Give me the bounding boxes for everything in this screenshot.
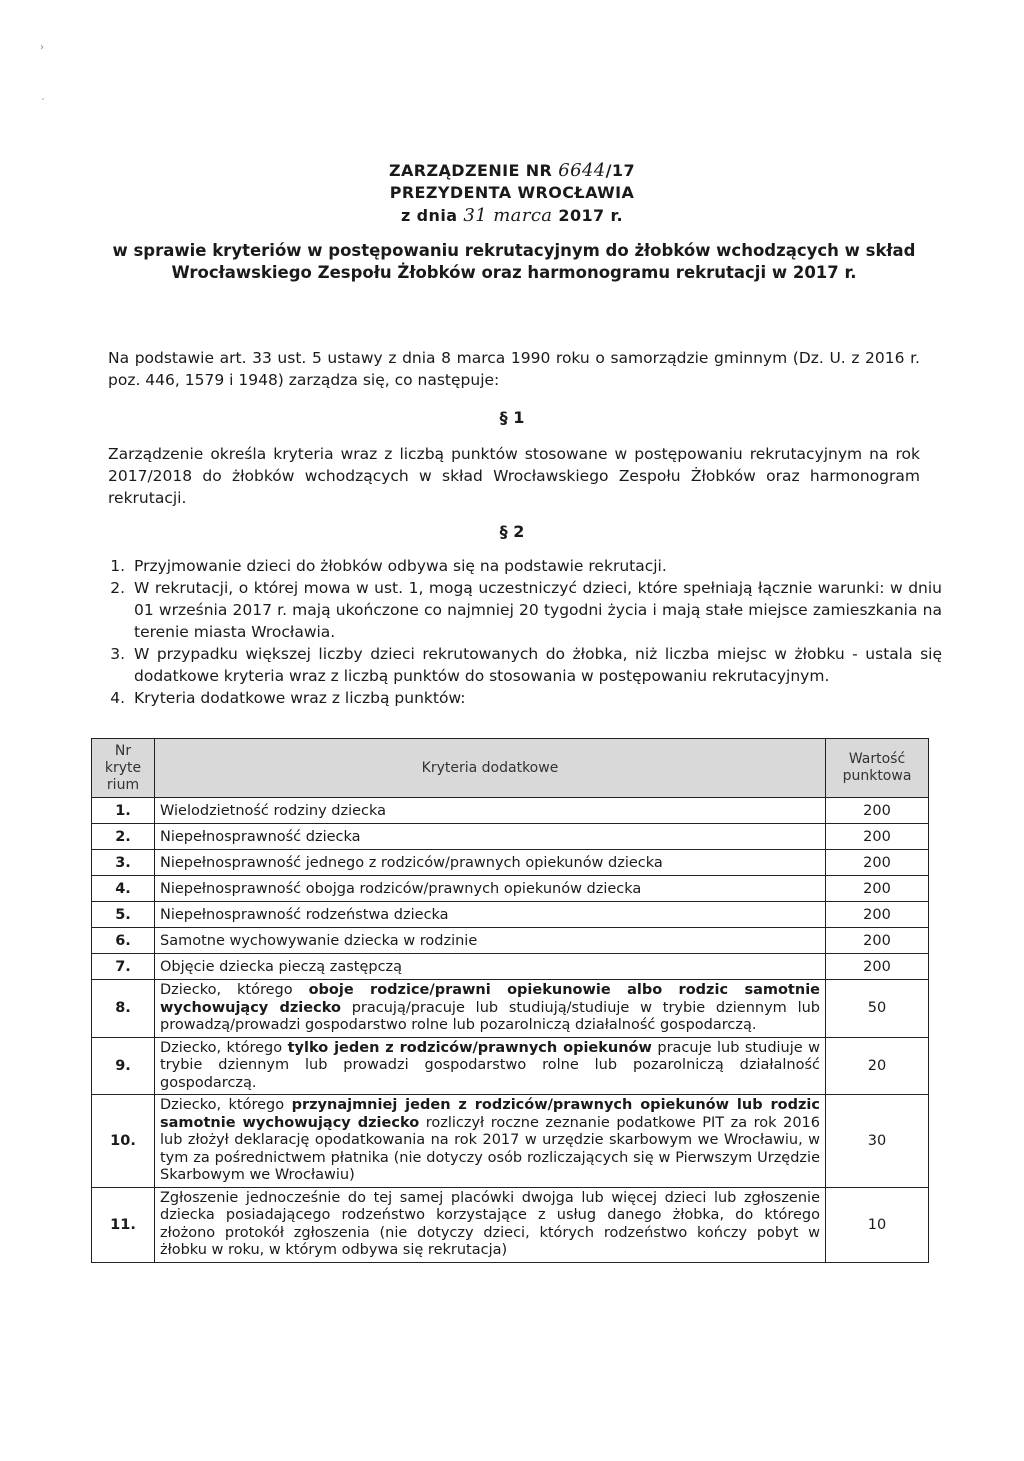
criterion-number: 1. <box>92 798 155 824</box>
criterion-number: 8. <box>92 980 155 1038</box>
table-row <box>92 902 929 928</box>
header-criteria: Kryteria dodatkowe <box>155 739 826 798</box>
section-1-title: § 1 <box>499 408 525 427</box>
table-row <box>92 1095 929 1188</box>
table-row <box>92 980 929 1038</box>
criterion-points: 200 <box>826 876 929 902</box>
criterion-points: 200 <box>826 824 929 850</box>
criterion-text: Wielodzietność rodziny dziecka <box>160 802 387 819</box>
criterion-text: rozliczył roczne zeznanie podatkowe PIT za rok 2016 lub złożył deklarację opodatkowania na rok 2017 w urzędzie skarbowym we Wrocławiu, w tym za pośrednictwem płatnika (nie dotyczy osób rozliczających się w Pierwszym Urzędzie Skarbowym we Wrocławiu) <box>160 1114 820 1183</box>
criterion-text: Dziecko, którego <box>160 1039 288 1056</box>
criterion-points: 200 <box>826 954 929 980</box>
criterion-text: Niepełnosprawność jednego z rodziców/prawnych opiekunów dziecka <box>160 854 663 871</box>
list-item: 3. W przypadku większej liczby dzieci rekrutowanych do żłobka, niż liczba miejsc w żłobku - ustala się dodatkowe kryteria wraz z liczbą punktów do stosowania w postępowaniu rekrutacyjnym. <box>130 643 942 687</box>
criterion-text: Dziecko, którego <box>160 1097 292 1113</box>
criterion-points: 10 <box>826 1187 929 1262</box>
table-row <box>92 928 929 954</box>
criterion-number: 10. <box>92 1095 155 1188</box>
header-point-value: Wartość punktowa <box>826 739 929 798</box>
table-row <box>92 850 929 876</box>
table-header-row <box>92 739 929 798</box>
criterion-text: Samotne wychowywanie dziecka w rodzinie <box>160 932 478 949</box>
ordinance-date: z dnia 31 marca 2017 r. <box>401 205 623 226</box>
criterion-description <box>155 1187 826 1262</box>
list-item: 1. Przyjmowanie dzieci do żłobków odbywa się na podstawie rekrutacji. <box>130 555 942 577</box>
criterion-number: 11. <box>92 1187 155 1262</box>
criterion-number: 4. <box>92 876 155 902</box>
handwritten-date: 31 marca <box>463 205 553 226</box>
scan-speck: ˊ <box>40 98 45 109</box>
criterion-text: Niepełnosprawność dziecka <box>160 828 361 845</box>
criterion-text: Niepełnosprawność obojga rodziców/prawnych opiekunów dziecka <box>160 880 642 897</box>
criterion-description <box>155 980 826 1038</box>
criterion-description <box>155 876 826 902</box>
criterion-text: Zgłoszenie jednocześnie do tej samej placówki dwojga lub więcej dzieci lub zgłoszenie dziecka posiadającego rodzeństwo korzystające z usług danego żłobka, do którego złożono protokół zgłoszenia (nie dotyczy dzieci, których rodzeństwo kończy pobyt w żłobku w roku, w którym odbywa się rekrutacja) <box>160 1189 820 1258</box>
list-item: 2. W rekrutacji, o której mowa w ust. 1, mogą uczestniczyć dzieci, które spełniają łącznie warunki: w dniu 01 września 2017 r. mają ukończone co najmniej 20 tygodni życia i mają stałe miejsce zamieszkania na terenie miasta Wrocławia. <box>130 577 942 643</box>
criterion-description <box>155 824 826 850</box>
criterion-number: 3. <box>92 850 155 876</box>
criteria-table <box>91 738 929 1263</box>
criterion-description <box>155 928 826 954</box>
criterion-number: 2. <box>92 824 155 850</box>
ordinance-number: ZARZĄDZENIE NR 6644/17 <box>389 160 635 181</box>
criterion-description <box>155 798 826 824</box>
criterion-emphasis: tylko jeden z rodziców/prawnych opiekunów <box>287 1039 652 1056</box>
section-2-list <box>108 555 942 709</box>
table-row <box>92 824 929 850</box>
criterion-number: 7. <box>92 954 155 980</box>
criterion-text: pracują/pracuje lub studiują/studiuje w trybie dziennym lub prowadzą/prowadzi gospodarstwo rolne lub pozarolniczą działalność gospodarczą. <box>160 999 820 1033</box>
header-criterion-number: Nr kryte rium <box>92 739 155 798</box>
criterion-text: Dziecko, którego <box>160 982 309 998</box>
issuer: PREZYDENTA WROCŁAWIA <box>389 183 635 202</box>
table-row <box>92 876 929 902</box>
table-row <box>92 1187 929 1262</box>
criterion-description <box>155 954 826 980</box>
criterion-description <box>155 1037 826 1095</box>
criterion-points: 20 <box>826 1037 929 1095</box>
criterion-text: Objęcie dziecka pieczą zastępczą <box>160 958 403 975</box>
criterion-description <box>155 850 826 876</box>
table-row <box>92 954 929 980</box>
criterion-points: 200 <box>826 928 929 954</box>
section-2-title: § 2 <box>499 522 525 541</box>
criterion-points: 200 <box>826 902 929 928</box>
criterion-number: 9. <box>92 1037 155 1095</box>
criterion-description <box>155 1095 826 1188</box>
handwritten-number: 6644 <box>558 160 606 181</box>
table-row <box>92 1037 929 1095</box>
section-1-text: Zarządzenie określa kryteria wraz z liczbą punktów stosowane w postępowaniu rekrutacyjnym na rok 2017/2018 do żłobków wchodzących w skład Wrocławskiego Zespołu Żłobków oraz harmonogram rekrutacji. <box>108 445 920 507</box>
scan-speck: › <box>40 42 44 53</box>
ordinance-subject: w sprawie kryteriów w postępowaniu rekrutacyjnym do żłobków wchodzących w skład Wrocławskiego Zespołu Żłobków oraz harmonogramu rekrutacji w 2017 r. <box>112 241 916 282</box>
criterion-points: 30 <box>826 1095 929 1188</box>
criterion-points: 200 <box>826 798 929 824</box>
criterion-description <box>155 902 826 928</box>
criteria-table-body <box>92 798 929 1263</box>
criterion-number: 6. <box>92 928 155 954</box>
criterion-points: 50 <box>826 980 929 1038</box>
table-row <box>92 798 929 824</box>
criterion-text: Niepełnosprawność rodzeństwa dziecka <box>160 906 449 923</box>
criterion-points: 200 <box>826 850 929 876</box>
criterion-text: pracuje lub studiuje w trybie dziennym lub prowadzi gospodarstwo rolne lub pozarolniczą działalność gospodarczą. <box>160 1039 821 1091</box>
criterion-emphasis: przynajmniej jeden z rodziców/prawnych opiekunów lub rodzic samotnie wychowujący dziecko <box>160 1097 820 1131</box>
criterion-emphasis: oboje rodzice/prawni opiekunowie albo rodzic samotnie wychowujący dziecko <box>160 982 820 1016</box>
criterion-number: 5. <box>92 902 155 928</box>
list-item: 4. Kryteria dodatkowe wraz z liczbą punktów: <box>130 687 942 709</box>
legal-basis: Na podstawie art. 33 ust. 5 ustawy z dnia 8 marca 1990 roku o samorządzie gminnym (Dz. U. z 2016 r. poz. 446, 1579 i 1948) zarządza się, co następuje: <box>108 349 920 389</box>
